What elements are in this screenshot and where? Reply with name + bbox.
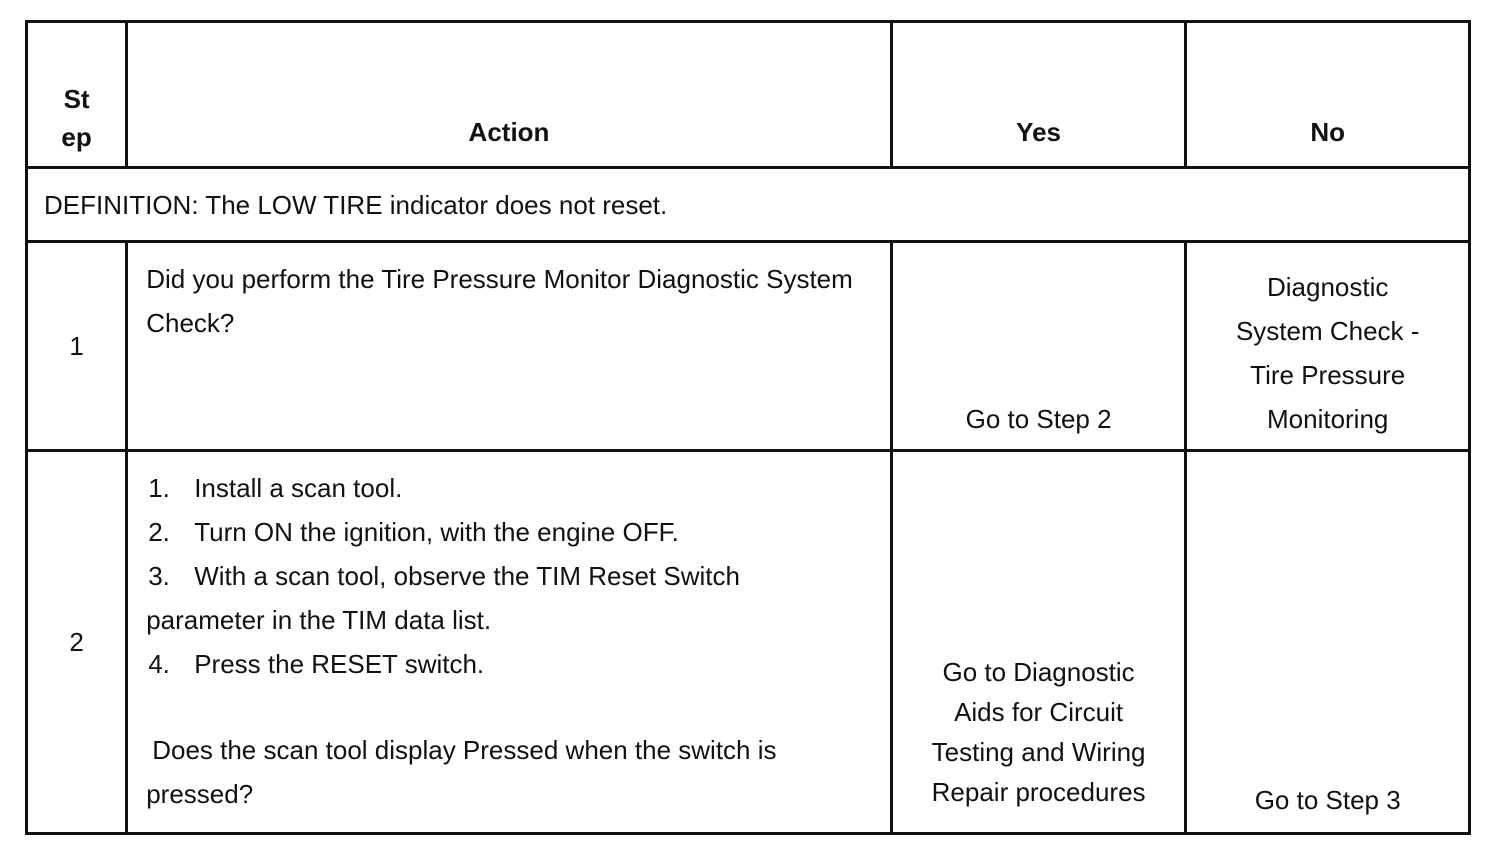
table-row: [27, 242, 1470, 450]
yes-result-line: Go to Diagnostic: [942, 657, 1135, 687]
definition-row: [27, 168, 1470, 242]
no-result-line: Monitoring: [1266, 403, 1389, 434]
question-line: pressed?: [146, 778, 254, 809]
yes-result: Go to Step 2: [891, 242, 1186, 450]
no-result-line: Tire Pressure: [1250, 359, 1406, 390]
step-number: 2: [27, 450, 127, 834]
question-line: Does the scan tool display Pressed when the switch is: [152, 734, 777, 765]
spacer: [146, 686, 882, 728]
yes-result-line: Aids for Circuit: [954, 697, 1124, 727]
action-step-text: Turn ON the ignition, with the engine OFF.: [194, 516, 679, 547]
yes-result: [891, 450, 1186, 834]
action-step-item: [146, 466, 882, 510]
step-number: 1: [27, 242, 127, 450]
diagnostic-table: [25, 20, 1471, 835]
header-no: No: [1186, 22, 1470, 168]
table-header-row: [27, 22, 1470, 168]
action-step-text: With a scan tool, observe the TIM Reset Switch: [194, 560, 740, 591]
action-text: Did you perform the Tire Pressure Monitor Diagnostic System Check?: [127, 242, 892, 450]
action-step-continuation: parameter in the TIM data list.: [146, 604, 492, 635]
no-result-line: System Check -: [1235, 315, 1420, 346]
action-step-item: [146, 642, 882, 686]
action-step-item: [146, 554, 882, 598]
action-step-number: 2.: [148, 516, 170, 547]
header-step-line2: ep: [61, 122, 92, 153]
yes-result-line: Testing and Wiring: [931, 737, 1146, 767]
table-row: [27, 450, 1470, 834]
yes-result-line: Repair procedures: [931, 777, 1146, 807]
no-result-line: Diagnostic: [1266, 271, 1389, 302]
header-yes: Yes: [891, 22, 1186, 168]
action-step-number: 3.: [148, 560, 170, 591]
action-step-text: Install a scan tool.: [194, 472, 403, 503]
action-steps: [127, 450, 892, 834]
header-step-line1: St: [63, 84, 90, 115]
action-step-item: [146, 510, 882, 554]
action-step-number: 1.: [148, 472, 170, 503]
header-step: [27, 22, 127, 168]
header-action: Action: [127, 22, 892, 168]
definition-text: DEFINITION: The LOW TIRE indicator does not reset.: [27, 168, 1470, 242]
no-result: Go to Step 3: [1186, 450, 1470, 834]
action-step-number: 4.: [148, 648, 170, 679]
no-result: [1186, 242, 1470, 450]
action-step-text: Press the RESET switch.: [194, 648, 485, 679]
